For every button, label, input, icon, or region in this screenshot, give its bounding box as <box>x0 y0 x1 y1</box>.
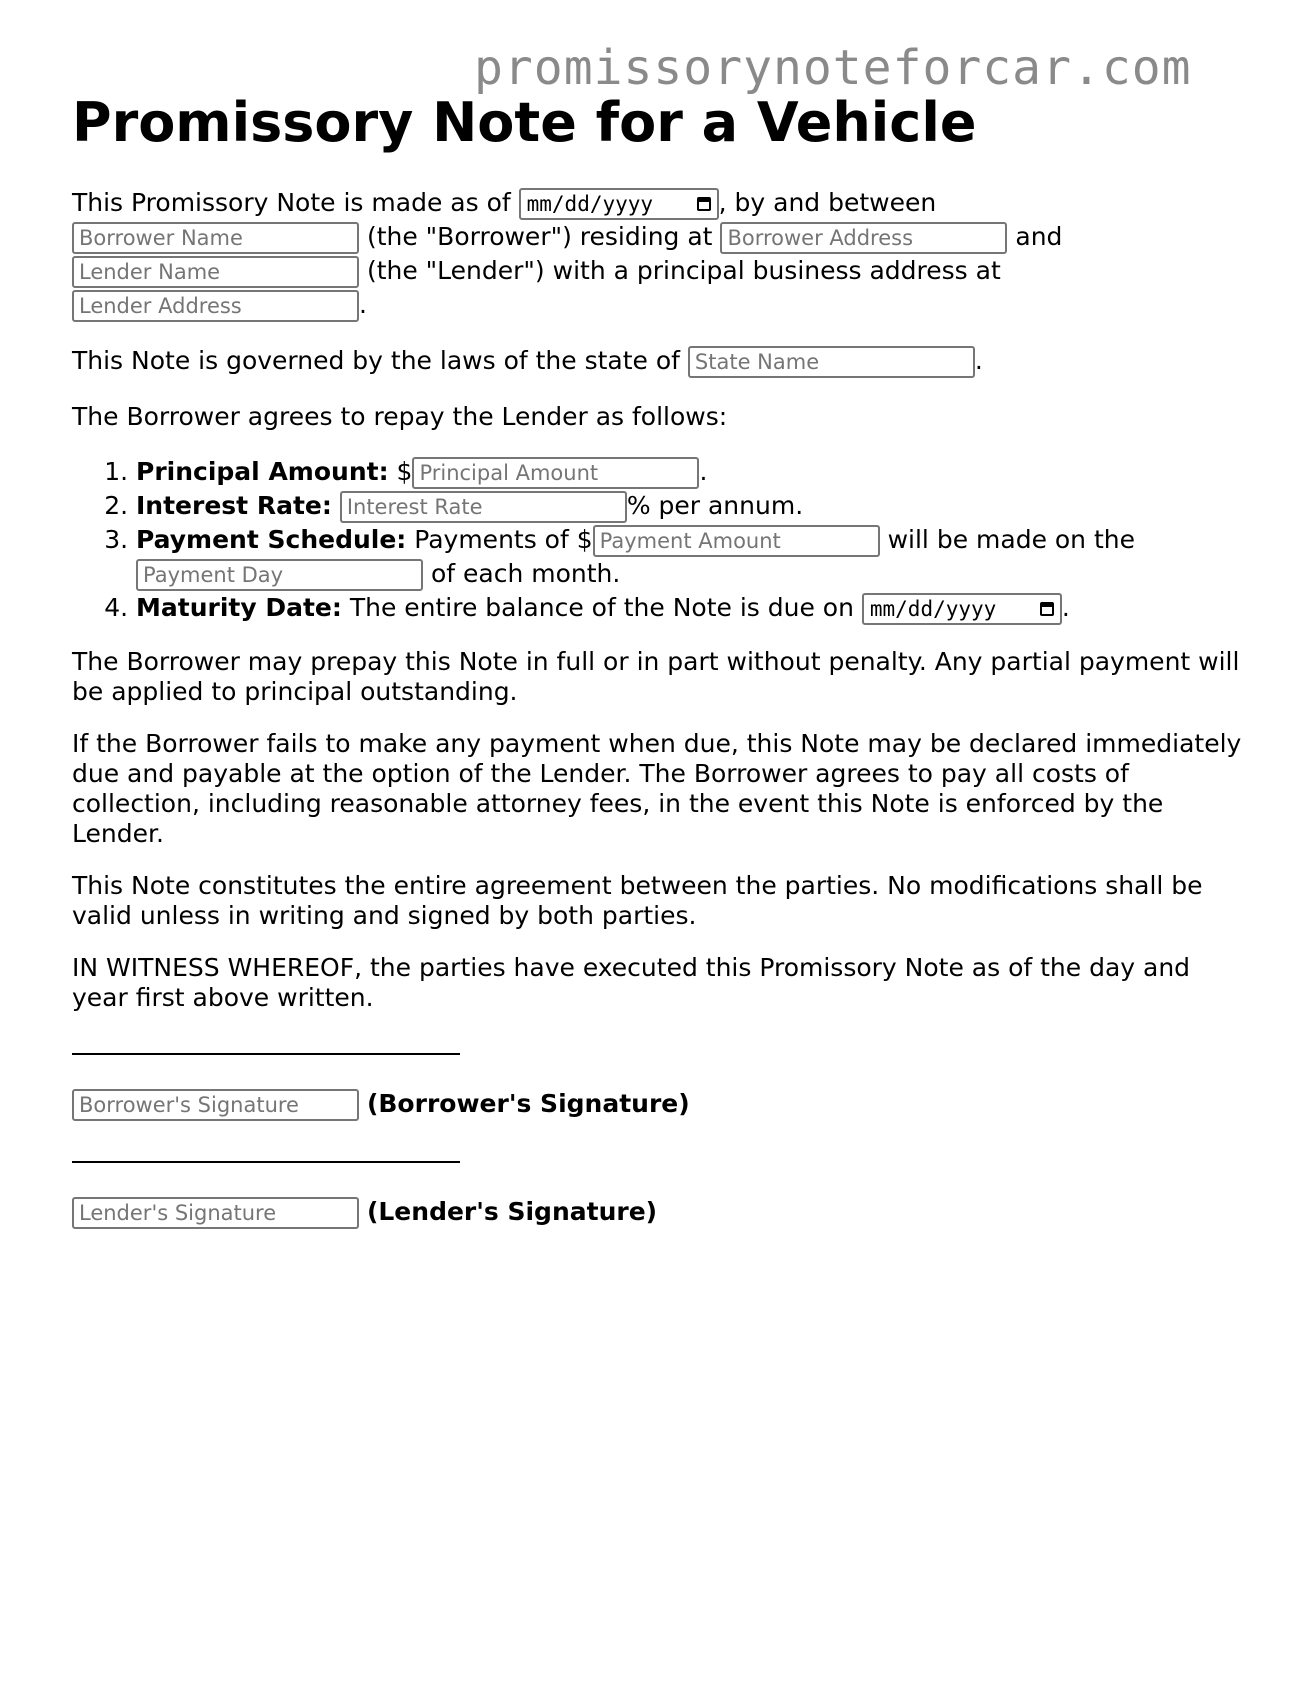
intro-text-6: . <box>359 290 367 319</box>
borrower-address-input[interactable] <box>720 222 1007 254</box>
prepay-paragraph: The Borrower may prepay this Note in full or in part without penalty. Any partial payment will be applied to principal outstanding. <box>72 647 1240 706</box>
principal-amount-input[interactable] <box>412 457 699 489</box>
terms-list <box>72 455 1242 625</box>
list-item-principal <box>136 455 1242 489</box>
maturity-date-input[interactable] <box>862 593 1062 625</box>
governing-text-2: . <box>974 346 983 375</box>
repay-intro: The Borrower agrees to repay the Lender as follows: <box>72 402 728 431</box>
document-body <box>72 90 1242 1229</box>
intro-text-3: (the "Borrower") residing at <box>366 222 713 251</box>
lender-name-input[interactable] <box>72 256 359 288</box>
intro-text-4: and <box>1015 222 1063 251</box>
lender-signature-label: (Lender's Signature) <box>366 1197 658 1226</box>
watermark: promissorynoteforcar.com <box>474 40 1192 96</box>
payment-day-input[interactable] <box>136 559 423 591</box>
maturity-text: The entire balance of the Note is due on <box>349 593 854 622</box>
schedule-text-2: will be made on the <box>887 525 1136 554</box>
schedule-label: Payment Schedule: <box>136 525 407 554</box>
intro-paragraph <box>72 186 1242 322</box>
intro-text-5: (the "Lender") with a principal business address at <box>366 256 1001 285</box>
page-title: Promissory Note for a Vehicle <box>72 91 977 154</box>
payment-amount-input[interactable] <box>593 525 880 557</box>
schedule-text-1: Payments of $ <box>414 525 593 554</box>
governing-text-1: This Note is governed by the laws of the state of <box>72 346 680 375</box>
borrower-signature-label: (Borrower's Signature) <box>366 1089 690 1118</box>
principal-prefix: $ <box>396 457 413 486</box>
maturity-date-placeholder: mm/dd/yyyy <box>869 596 997 621</box>
borrower-name-input[interactable] <box>72 222 359 254</box>
interest-suffix: % per annum. <box>626 491 804 520</box>
borrower-signature-line <box>72 1051 460 1055</box>
default-paragraph: If the Borrower fails to make any payment when due, this Note may be declared immediately due and payable at the option of the Lender. The Borrower agrees to pay all costs of collection, including reasonable attorney fees, in the event this Note is enforced by the Lender. <box>72 729 1242 848</box>
principal-suffix: . <box>699 457 708 486</box>
intro-text-2: , by and between <box>718 188 937 217</box>
principal-label: Principal Amount: <box>136 457 389 486</box>
governing-law-paragraph <box>72 344 1242 378</box>
witness-paragraph: IN WITNESS WHEREOF, the parties have executed this Promissory Note as of the day and year first above written. <box>72 953 1191 1012</box>
interest-label: Interest Rate: <box>136 491 332 520</box>
note-date-placeholder: mm/dd/yyyy <box>526 191 654 216</box>
lender-signature-row <box>72 1195 1242 1229</box>
list-item-schedule <box>136 523 1242 591</box>
note-date-input[interactable] <box>519 188 719 220</box>
lender-signature-line <box>72 1159 460 1163</box>
calendar-icon[interactable] <box>1040 602 1054 616</box>
intro-text-1: This Promissory Note is made as of <box>72 188 511 217</box>
list-item-interest <box>136 489 1242 523</box>
lender-signature-input[interactable] <box>72 1197 359 1229</box>
maturity-suffix: . <box>1061 593 1070 622</box>
entire-agreement-paragraph: This Note constitutes the entire agreement between the parties. No modifications shall be valid unless in writing and signed by both parties. <box>72 871 1203 930</box>
lender-address-input[interactable] <box>72 290 359 322</box>
interest-rate-input[interactable] <box>340 491 627 523</box>
maturity-label: Maturity Date: <box>136 593 342 622</box>
borrower-signature-row <box>72 1087 1242 1121</box>
borrower-signature-input[interactable] <box>72 1089 359 1121</box>
calendar-icon[interactable] <box>697 197 711 211</box>
schedule-text-3: of each month. <box>430 559 621 588</box>
state-name-input[interactable] <box>688 346 975 378</box>
list-item-maturity <box>136 591 1242 625</box>
